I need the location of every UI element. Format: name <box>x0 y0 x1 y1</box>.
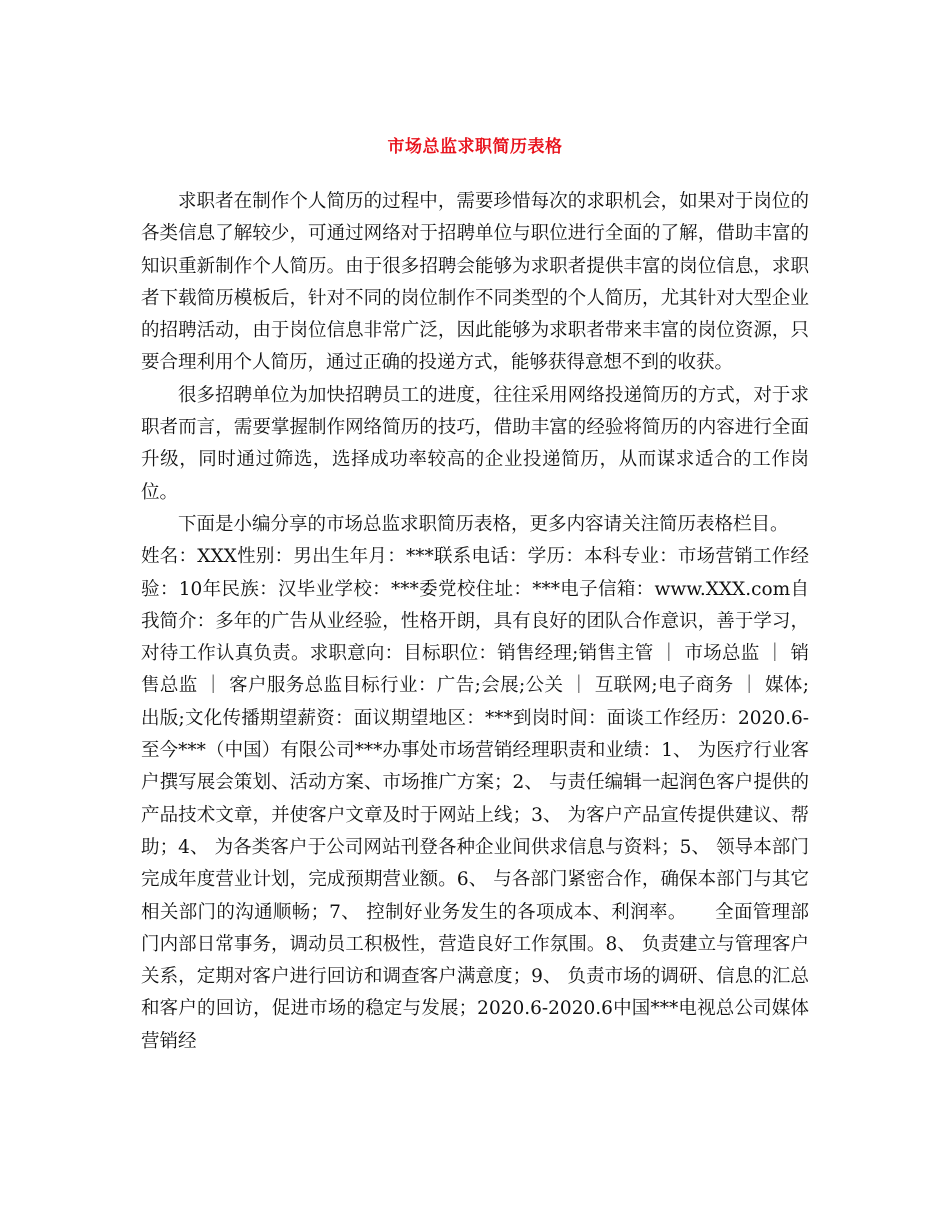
intro-paragraph: 求职者在制作个人简历的过程中，需要珍惜每次的求职机会，如果对于岗位的各类信息了解较少，可通过网络对于招聘单位与职位进行全面的了解，借助丰富的知识重新制作个人简历。由于很多招聘会能够为求职者提供丰富的岗位信息，求职者下载简历模板后，针对不同的岗位制作不同类型的个人简历，尤其针对大型企业的招聘活动，由于岗位信息非常广泛，因此能够为求职者带来丰富的岗位资源，只要合理利用个人简历，通过正确的投递方式，能够获得意想不到的收获。 <box>141 191 809 374</box>
resume-text: 姓名：XXX性别：男出生年月：***联系电话：学历：本科专业：市场营销工作经验：10年民族：汉毕业学校：***委党校住址：***电子信箱：www.XXX.com自我简介：多年的广告从业经验，性格开朗，具有良好的团队合作意识，善于学习，对待工作认真负责。求职意向：目标职位：销售经理;销售主管 ｜ 市场总监 ｜ 销售总监 ｜ 客户服务总监目标行业：广告;会展;公关 ｜ 互联网;电子商务 ｜ 媒体;出版;文化传播期望薪资：面议期望地区：***到岗时间：面谈工作经历：2020.6-至今***（中国）有限公司***办事处市场营销经理职责和业绩：1、 为医疗行业客户撰写展会策划、活动方案、市场推广方案；2、 与责任编辑一起润色客户提供的产品技术文章，并使客户文章及时于网站上线；3、 为客户产品宣传提供建议、帮助；4、 为各类客户于公司网站刊登各种企业间供求信息与资料；5、 领导本部门完成年度营业计划，完成预期营业额。6、 与各部门紧密合作，确保本部门与其它相关部门的沟通顺畅；7、 控制好业务发生的各项成本、利润率。 全面管理部门内部日常事务，调动员工积极性，营造良好工作氛围。8、 负责建立与管理客户关系，定期对客户进行回访和调查客户满意度；9、 负责市场的调研、信息的汇总和客户的回访，促进市场的稳定与发展；2020.6-2020.6中国***电视总公司媒体营销经 <box>141 546 809 1052</box>
lead-in-paragraph: 下面是小编分享的市场总监求职简历表格，更多内容请关注简历表格栏目。 <box>178 513 789 535</box>
document-body <box>141 186 809 1058</box>
tips-paragraph: 很多招聘单位为加快招聘员工的进度，往往采用网络投递简历的方式，对于求职者而言，需要掌握制作网络简历的技巧，借助丰富的经验将简历的内容进行全面升级，同时通过筛选，选择成功率较高的企业投递简历，从而谋求适合的工作岗位。 <box>141 384 809 503</box>
document-title: 市场总监求职简历表格 <box>387 137 563 158</box>
